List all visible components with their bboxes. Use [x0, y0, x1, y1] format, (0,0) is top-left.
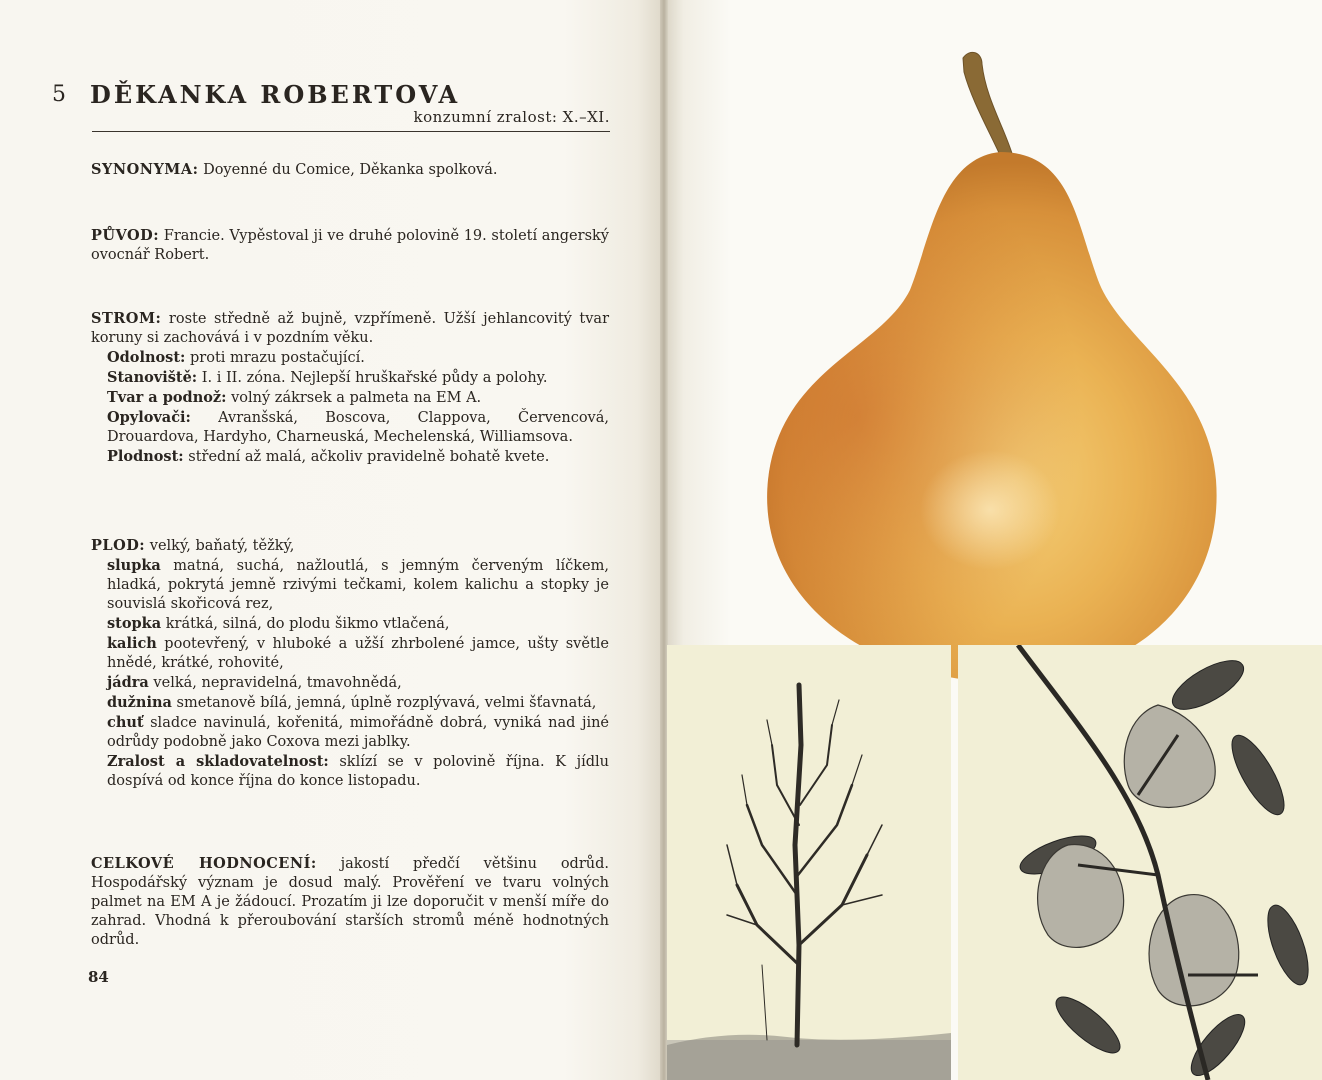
- pear-color-photo: [760, 40, 1230, 690]
- plod-item: Zralost a skladovatelnost: sklízí se v polovině října. K jídlu dospívá od konce října do konce listopadu.: [107, 753, 609, 789]
- title-rule: [92, 131, 610, 132]
- strom-item: Odolnost: proti mrazu postačující.: [107, 349, 365, 366]
- plod-item: dužnina smetanově bílá, jemná, úplně rozplývavá, velmi šťavnatá,: [107, 694, 597, 711]
- section-plod: [91, 536, 609, 791]
- plod-intro: [91, 536, 609, 556]
- entry-title: DĚKANKA ROBERTOVA: [90, 80, 461, 109]
- section-puvod: [91, 226, 609, 265]
- plod-item: jádra velká, nepravidelná, tmavohnědá,: [107, 674, 402, 691]
- strom-heading: STROM:: [91, 310, 162, 327]
- branch-photo: [958, 645, 1322, 1080]
- puvod-heading: PŮVOD:: [91, 227, 160, 244]
- plod-item: kalich pootevřený, v hluboké a užší zhrbolené jamce, ušty světle hnědé, krátké, rohovité,: [107, 635, 609, 671]
- consumer-maturity: konzumní zralost: X.–XI.: [413, 108, 610, 126]
- synonyma-heading: SYNONYMA:: [91, 161, 199, 178]
- plod-item: chuť sladce navinulá, kořenitá, mimořádně dobrá, vyniká nad jiné odrůdy podobně jako Coxova mezi jablky.: [107, 714, 609, 750]
- pear-stem: [963, 52, 1014, 164]
- strom-item: Opylovači: Avranšská, Boscova, Clappova, Červencová, Drouardova, Hardyho, Charneuská, Mechelenská, Williamsova.: [107, 409, 609, 445]
- section-strom: [91, 309, 609, 467]
- plod-text: velký, baňatý, těžký,: [145, 538, 295, 554]
- page-number: 84: [88, 968, 109, 986]
- branch-illustration: [958, 645, 1322, 1080]
- section-synonyma: [91, 160, 609, 180]
- puvod-text: Francie. Vypěstoval ji ve druhé polovině 19. století angerský ovocnář Robert.: [91, 228, 609, 263]
- strom-item: Tvar a podnož: volný zákrsek a palmeta na EM A.: [107, 389, 482, 406]
- strom-intro: [91, 309, 609, 348]
- pear-highlight: [920, 450, 1060, 570]
- strom-item: Stanoviště: I. i II. zóna. Nejlepší hruškařské půdy a polohy.: [107, 369, 548, 386]
- plod-item: slupka matná, suchá, nažloutlá, s jemným červeným líčkem, hladká, pokrytá jemně rzivými tečkami, kolem kalichu a stopky je souvislá skořicová rez,: [107, 557, 609, 612]
- hodnoceni-text: jakostí předčí většinu odrůd. Hospodářský význam je dosud malý. Prověření ve tvaru volných palmet na EM A je žádoucí. Prozatím ji lze doporučit v menší míře do zahrad. Vhodná k přeroubování starších stromů méně hodnotných odrůd.: [91, 856, 609, 948]
- hodnoceni-heading: CELKOVÉ HODNOCENÍ:: [91, 855, 317, 872]
- pear-blush: [767, 152, 1216, 682]
- section-hodnoceni: [91, 854, 609, 950]
- strom-item: Plodnost: střední až malá, ačkoliv pravidelně bohatě kvete.: [107, 448, 550, 465]
- tree-illustration: [667, 645, 951, 1080]
- strom-text: roste středně až bujně, vzpřímeně. Užší jehlancovitý tvar koruny si zachovává i v pozdním věku.: [91, 311, 609, 346]
- entry-number: 5: [52, 82, 66, 107]
- plod-heading: PLOD:: [91, 537, 146, 554]
- synonyma-text: Doyenné du Comice, Děkanka spolková.: [198, 162, 498, 178]
- tree-photo: [667, 645, 951, 1080]
- plod-item: stopka krátká, silná, do plodu šikmo vtlačená,: [107, 615, 450, 632]
- pear-illustration: [760, 40, 1230, 690]
